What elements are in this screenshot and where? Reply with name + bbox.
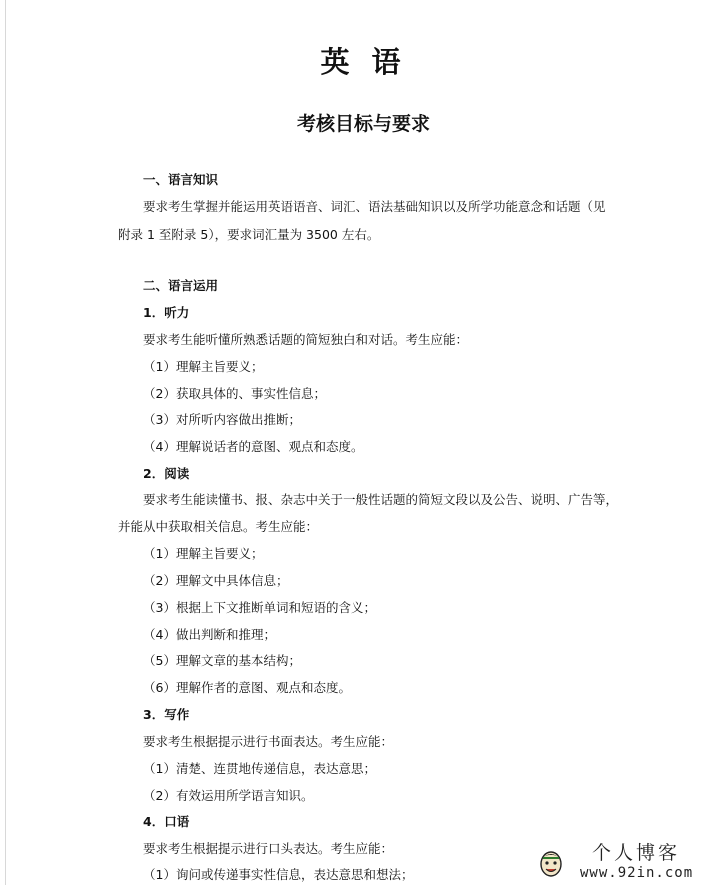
listening-item: （2）获取具体的、事实性信息； [143, 386, 326, 401]
listening-heading: 1．听力 [143, 305, 190, 320]
watermark-title: 个人博客 [592, 842, 681, 864]
watermark-url: www.92in.com [580, 865, 694, 881]
speaking-heading: 4．口语 [143, 814, 190, 829]
writing-item: （2）有效运用所学语言知识。 [143, 788, 314, 803]
speaking-item: （1）询问或传递事实性信息，表达意思和想法； [143, 867, 414, 882]
reading-item: （5）理解文章的基本结构； [143, 653, 301, 668]
reading-item: （6）理解作者的意图、观点和态度。 [143, 680, 351, 695]
listening-intro: 要求考生能听懂所熟悉话题的简短独白和对话。考生应能： [143, 332, 469, 347]
section1-heading: 一、语言知识 [143, 172, 219, 187]
reading-intro-line2: 并能从中获取相关信息。考生应能： [118, 519, 319, 534]
speaking-intro: 要求考生根据提示进行口头表达。考生应能： [143, 841, 394, 856]
reading-item: （3）根据上下文推断单词和短语的含义； [143, 600, 376, 615]
section2-heading: 二、语言运用 [143, 278, 219, 293]
cartoon-face-icon [538, 848, 564, 878]
reading-heading: 2．阅读 [143, 466, 190, 481]
reading-item: （1）理解主旨要义； [143, 546, 264, 561]
reading-item: （4）做出判断和推理； [143, 627, 276, 642]
listening-item: （3）对所听内容做出推断； [143, 412, 301, 427]
writing-heading: 3．写作 [143, 707, 190, 722]
listening-item: （1）理解主旨要义； [143, 359, 264, 374]
reading-item: （2）理解文中具体信息； [143, 573, 289, 588]
writing-item: （1）清楚、连贯地传递信息，表达意思； [143, 761, 376, 776]
page-subtitle: 考核目标与要求 [296, 113, 430, 135]
section1-body-line2: 附录 1 至附录 5），要求词汇量为 3500 左右。 [118, 227, 380, 242]
page-title: 英 语 [320, 45, 407, 79]
reading-intro-line1: 要求考生能读懂书、报、杂志中关于一般性话题的简短文段以及公告、说明、广告等， [143, 492, 619, 507]
watermark [532, 840, 727, 885]
section1-body-line1: 要求考生掌握并能运用英语语音、词汇、语法基础知识以及所学功能意念和话题（见 [143, 199, 606, 214]
writing-intro: 要求考生根据提示进行书面表达。考生应能： [143, 734, 394, 749]
listening-item: （4）理解说话者的意图、观点和态度。 [143, 439, 364, 454]
